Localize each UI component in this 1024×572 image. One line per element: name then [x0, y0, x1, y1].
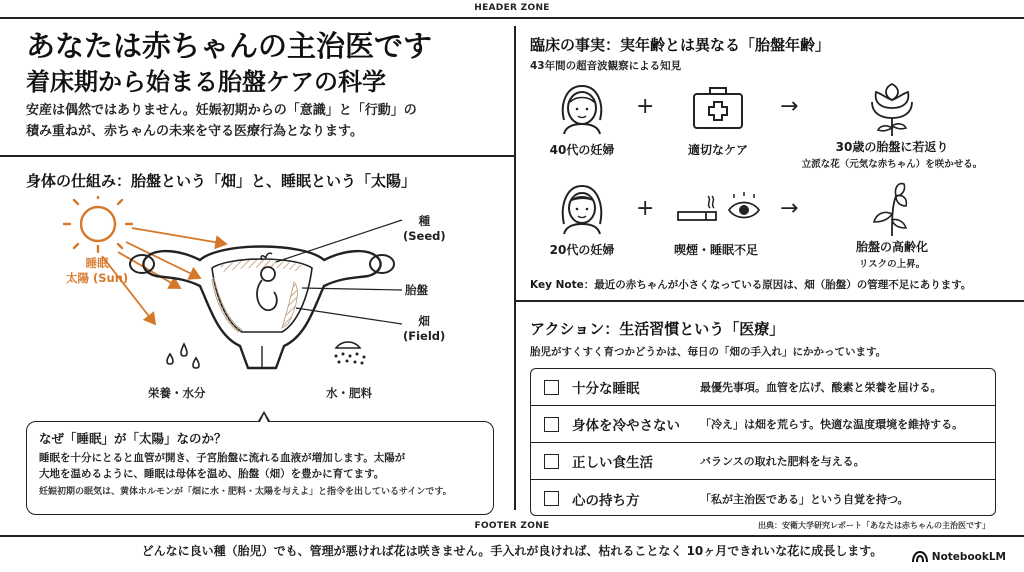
row1-person-label: 40代の妊婦 — [549, 143, 615, 157]
body-section-title: 身体の仕組み：胎盤という「畑」と、睡眠という「太陽」 — [26, 172, 417, 190]
key-note: Key Note：最近の赤ちゃんが小さくなっている原因は、畑（胎盤）の管理不足にあります。 — [530, 279, 972, 291]
hero-title-line2: 着床期から始まる胎盤ケアの科学 — [26, 68, 386, 96]
notebooklm-logo-icon — [912, 551, 928, 563]
sun-icon — [64, 196, 132, 252]
blooming-flower-icon — [862, 78, 922, 138]
action-checklist — [530, 368, 996, 516]
action-item-warmth[interactable] — [531, 406, 995, 443]
callout-title: なぜ「睡眠」が「太陽」なのか？ — [39, 431, 227, 446]
field-label-line2: (Field) — [403, 329, 446, 343]
fertilizer-label: 水・肥料 — [326, 386, 372, 400]
footer-zone-label: FOOTER ZONE — [474, 521, 550, 531]
row1-arrow: → — [780, 94, 799, 119]
action-label-sleep: 十分な睡眠 — [572, 381, 640, 397]
action-label-warmth: 身体を冷やさない — [572, 418, 680, 434]
water-label: 栄養・水分 — [148, 386, 206, 400]
clinical-subtitle: 43年間の超音波観察による知見 — [530, 60, 682, 72]
row1-factor-label: 適切なケア — [687, 143, 748, 157]
sun-label — [66, 256, 128, 286]
fertilizer-icon — [335, 342, 366, 365]
action-item-diet[interactable] — [531, 443, 995, 480]
seed-label-line1: 種 — [418, 214, 431, 228]
action-checkbox-mindset[interactable] — [544, 491, 559, 506]
action-checkbox-warmth[interactable] — [544, 417, 559, 432]
uterus-diagram — [30, 196, 500, 411]
source-citation: 出典：安衛大学研究レポート「あなたは赤ちゃんの主治医です」 — [758, 521, 990, 530]
callout-box — [26, 421, 494, 515]
action-desc-diet: バランスの取れた肥料を与える。 — [700, 455, 865, 468]
action-label-mindset: 心の持ち方 — [572, 492, 640, 509]
action-checkbox-sleep[interactable] — [544, 380, 559, 395]
sun-label-line1: 睡眠 — [85, 256, 109, 270]
action-desc-sleep: 最優先事項。血管を広げ、酸素と栄養を届ける。 — [700, 381, 942, 394]
header-divider — [0, 17, 1024, 19]
action-desc-warmth: 「冷え」は畑を荒らす。快適な温度環境を維持する。 — [700, 418, 964, 431]
seed-label-line2: (Seed) — [403, 229, 446, 243]
action-checkbox-diet[interactable] — [544, 454, 559, 469]
sleepy-eye-icon — [726, 192, 762, 226]
intro-line2: 積み重ねが、赤ちゃんの未来を守る医療行為となります。 — [26, 124, 363, 139]
action-item-mindset[interactable] — [531, 480, 995, 517]
header-zone-label: HEADER ZONE — [474, 3, 550, 13]
row1-result-label: 30歳の胎盤に若返り — [835, 140, 949, 154]
intro-line1: 安産は偶然ではありません。妊娠初期からの「意識」と「行動」の — [26, 103, 417, 118]
footer-message: どんなに良い種（胎児）でも、管理が悪ければ花は咲きません。手入れが良ければ、枯れることなく 10ヶ月できれいな花に成長します。 — [141, 544, 883, 558]
drops-icon — [167, 344, 199, 368]
young-woman-icon — [556, 180, 608, 236]
actions-subtitle: 胎児がすくすく育つかどうかは、毎日の「畑の手入れ」にかかっています。 — [530, 346, 887, 358]
row2-arrow: → — [780, 196, 799, 221]
row2-factor-label: 喫煙・睡眠不足 — [673, 243, 758, 257]
clinical-title: 臨床の事実：実年齢とは異なる「胎盤年齢」 — [530, 36, 831, 54]
cigarette-icon — [676, 194, 720, 224]
hero-title-line1: あなたは赤ちゃんの主治医です — [26, 29, 433, 63]
left-section-divider — [0, 155, 514, 157]
sun-label-line2: 太陽 (Sun) — [66, 271, 129, 285]
row2-plus: + — [636, 196, 655, 221]
field-label-line1: 畑 — [418, 314, 430, 328]
seed-label — [403, 214, 446, 244]
notebooklm-brand — [912, 551, 1006, 563]
action-item-sleep[interactable] — [531, 369, 995, 406]
placenta-label: 胎盤 — [405, 283, 428, 297]
brand-label: NotebookLM — [931, 551, 1006, 563]
action-label-diet: 正しい食生活 — [572, 455, 653, 471]
actions-title: アクション：生活習慣という「医療」 — [530, 320, 785, 338]
action-desc-mindset: 「私が主治医である」という自覚を持つ。 — [700, 492, 909, 506]
callout-body-line1: 睡眠を十分にとると血管が開き、子宮胎盤に流れる血液が増加します。太陽が — [39, 452, 406, 464]
first-aid-kit-icon — [690, 84, 746, 132]
callout-pointer-inner — [260, 414, 268, 422]
intro-text — [26, 100, 496, 142]
older-woman-icon — [556, 80, 608, 136]
right-section-divider — [514, 300, 1024, 302]
row1-result-note: 立派な花（元気な赤ちゃん）を咲かせる。 — [801, 159, 983, 170]
footer-divider — [0, 535, 1024, 537]
row1-plus: + — [636, 94, 655, 119]
callout-small-note: 妊娠初期の眠気は、黄体ホルモンが「畑に水・肥料・太陽を与えよ」と指令を出しているサインです。 — [39, 487, 452, 497]
row2-result-label: 胎盤の高齢化 — [855, 240, 928, 254]
row2-result-note: リスクの上昇。 — [858, 259, 926, 270]
column-divider — [514, 26, 516, 510]
field-label — [403, 314, 445, 344]
callout-body-line2: 大地を温めるように、睡眠は母体を温め、胎盤（畑）を豊かに育てます。 — [39, 467, 385, 480]
wilted-flower-icon — [866, 180, 918, 236]
row2-person-label: 20代の妊婦 — [549, 243, 615, 257]
